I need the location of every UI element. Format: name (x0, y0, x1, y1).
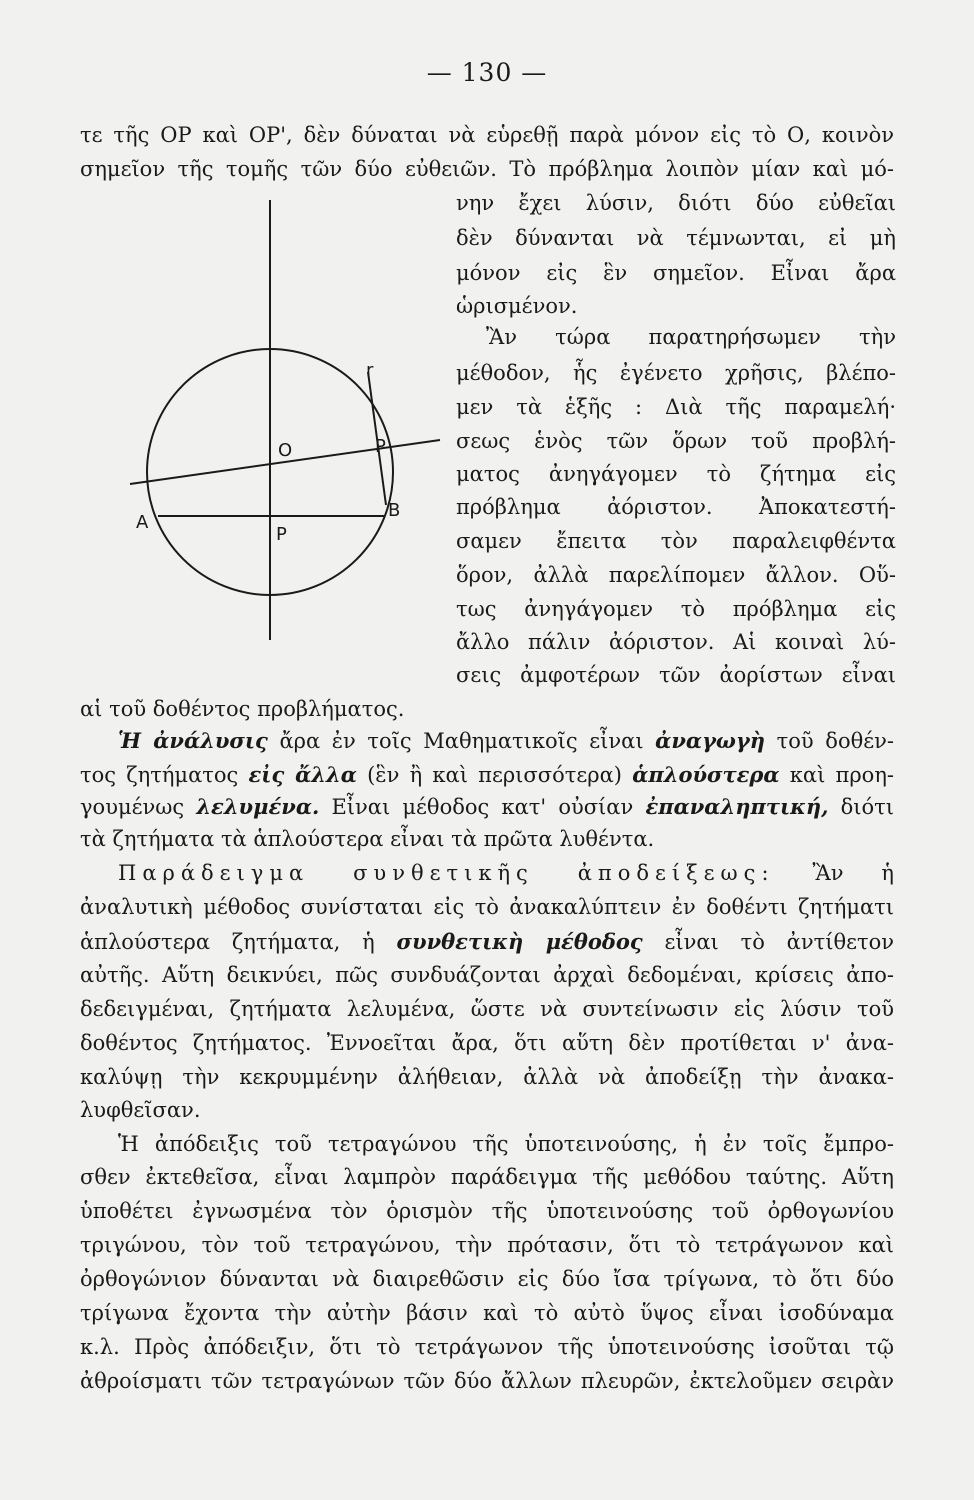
text-line: δεδειγμέναι, ζητήματα λελυμένα, ὥστε νὰ συντείνωσιν εἰς λύσιν τοῦ (80, 997, 894, 1021)
text-line: δοθέντος ζητήματος. Ἐννοεῖται ἄρα, ὅτι αὕτη δὲν προτίθεται ν' ἀνα- (80, 1031, 894, 1055)
emphasis: συνθετικὴ μέθοδος (396, 929, 643, 954)
text-line: ἄλλο πάλιν ἀόριστον. Αἱ κοιναὶ λύ- (456, 630, 896, 654)
emphasis: ἁπλούστερα (632, 762, 780, 787)
label-p-prime: P (375, 436, 386, 457)
emphasis: ἐπαναληπτική, (645, 794, 829, 819)
text-line (118, 856, 894, 890)
text-line: ὡρισμένον. (456, 294, 578, 318)
geometry-figure (120, 200, 460, 650)
text-run: εἶναι τὸ ἀντίθετον (642, 930, 894, 954)
text-line: ἀναλυτικὴ μέθοδος συνίσταται εἰς τὸ ἀνακαλύπτειν ἐν δοθέντι ζητήματι (80, 895, 894, 919)
text-run: Ἂν ἡ (774, 861, 894, 885)
text-line (80, 758, 894, 792)
text-line: ἀθροίσματι τῶν τετραγώνων τῶν δύο ἄλλων πλευρῶν, ἐκτελοῦμεν σειρὰν (80, 1369, 894, 1393)
text-line: πρόβλημα ἀόριστον. Ἀποκατεστή- (456, 495, 896, 519)
text-line (80, 925, 894, 959)
text-run: ἄρα ἐν τοῖς Μαθηματικοῖς εἶναι (267, 729, 656, 753)
text-line: τρίγωνα ἔχοντα τὴν αὐτὴν βάσιν καὶ τὸ αὐτὸ ὕψος εἶναι ἰσοδύναμα (80, 1301, 894, 1325)
text-line: ματος ἀνηγάγομεν τὸ ζήτημα εἰς (456, 462, 896, 486)
text-run: τος ζητήματος (80, 763, 249, 787)
text-line: δὲν δύνανται νὰ τέμνωνται, εἰ μὴ (456, 226, 896, 250)
text-line: ὑποθέτει ἐγνωσμένα τὸν ὁρισμὸν τῆς ὑποτεινούσης τοῦ ὀρθογωνίου (80, 1199, 894, 1223)
text-line: σαμεν ἔπειτα τὸν παραλειφθέντα (456, 529, 896, 553)
text-run: καὶ προη- (779, 763, 895, 787)
text-line: τριγώνου, τὸν τοῦ τετραγώνου, τὴν πρότασιν, ὅτι τὸ τετράγωνον καὶ (80, 1233, 894, 1257)
text-line: σεις ἀμφοτέρων τῶν ἀορίστων εἶναι (456, 663, 896, 687)
label-p: P (276, 524, 287, 545)
label-a: A (136, 512, 149, 533)
text-run: γουμένως (80, 795, 197, 819)
emphasis: εἰς ἄλλα (248, 762, 357, 787)
emphasis: λελυμένα. (196, 794, 320, 819)
text-line: αὐτῆς. Αὕτη δεικνύει, πῶς συνδυάζονται ἀρχαὶ δεδομέναι, κρίσεις ἀπο- (80, 963, 894, 987)
text-run: ἁπλούστερα ζητήματα, ἡ (80, 930, 397, 954)
text-line: Ἡ ἀπόδειξις τοῦ τετραγώνου τῆς ὑποτεινούσης, ἡ ἐν τοῖς ἔμπρο- (118, 1132, 894, 1156)
text-line: κ.λ. Πρὸς ἀπόδειξιν, ὅτι τὸ τετράγωνον τῆς ὑποτεινούσης ἰσοῦται τῷ (80, 1335, 894, 1359)
text-line: Ἂν τώρα παρατηρήσωμεν τὴν (486, 325, 896, 349)
text-line: ὀρθογώνιον δύνανται νὰ διαιρεθῶσιν εἰς δύο ἴσα τρίγωνα, τὸ ὅτι δύο (80, 1267, 894, 1291)
label-b: B (388, 500, 401, 521)
label-o: O (278, 440, 293, 461)
page-number: — 130 — (426, 58, 548, 87)
text-line (118, 724, 894, 758)
text-line: αἱ τοῦ δοθέντος προβλήματος. (80, 697, 405, 721)
text-run: διότι (828, 795, 895, 819)
text-line: μεν τὰ ἑξῆς : Διὰ τῆς παραμελή· (456, 395, 896, 419)
text-line: νην ἔχει λύσιν, διότι δύο εὐθεῖαι (456, 191, 896, 215)
label-r: r (366, 360, 374, 381)
text-line: τὰ ζητήματα τὰ ἁπλούστερα εἶναι τὰ πρῶτα λυθέντα. (80, 827, 655, 851)
text-line: καλύψῃ τὴν κεκρυμμένην ἀλήθειαν, ἀλλὰ νὰ ἀποδείξῃ τὴν ἀνακα- (80, 1065, 894, 1089)
text-run: (ἓν ἢ καὶ περισσότερα) (356, 763, 633, 787)
text-line: μόνον εἰς ἓν σημεῖον. Εἶναι ἄρα (456, 261, 896, 285)
section-heading: Παράδειγμα συνθετικῆς ἀποδείξεως: (118, 861, 775, 885)
text-line: σεως ἑνὸς τῶν ὅρων τοῦ προβλή- (456, 429, 896, 453)
text-line: τως ἀνηγάγομεν τὸ πρόβλημα εἰς (456, 597, 896, 621)
text-line (80, 790, 894, 824)
text-line: λυφθεῖσαν. (80, 1098, 201, 1122)
text-run: Εἶναι μέθοδος κατ' οὐσίαν (319, 795, 646, 819)
emphasis: ἀναγωγὴ (655, 728, 766, 753)
text-line: ὅρον, ἀλλὰ παρελίπομεν ἄλλον. Οὕ- (456, 563, 896, 587)
text-line: τε τῆς ΟΡ καὶ ΟΡ', δὲν δύναται νὰ εὑρεθῇ παρὰ μόνον εἰς τὸ Ο, κοινὸν (80, 123, 894, 147)
text-run: τοῦ δοθέν- (765, 729, 894, 753)
text-line: μέθοδον, ἧς ἐγένετο χρῆσις, βλέπο- (456, 361, 896, 385)
emphasis: Ἡ ἀνάλυσις (118, 728, 268, 753)
text-line: σθεν ἐκτεθεῖσα, εἶναι λαμπρὸν παράδειγμα τῆς μεθόδου ταύτης. Αὕτη (80, 1165, 894, 1189)
text-line: σημεῖον τῆς τομῆς τῶν δύο εὐθειῶν. Τὸ πρόβλημα λοιπὸν μίαν καὶ μό- (80, 157, 894, 181)
